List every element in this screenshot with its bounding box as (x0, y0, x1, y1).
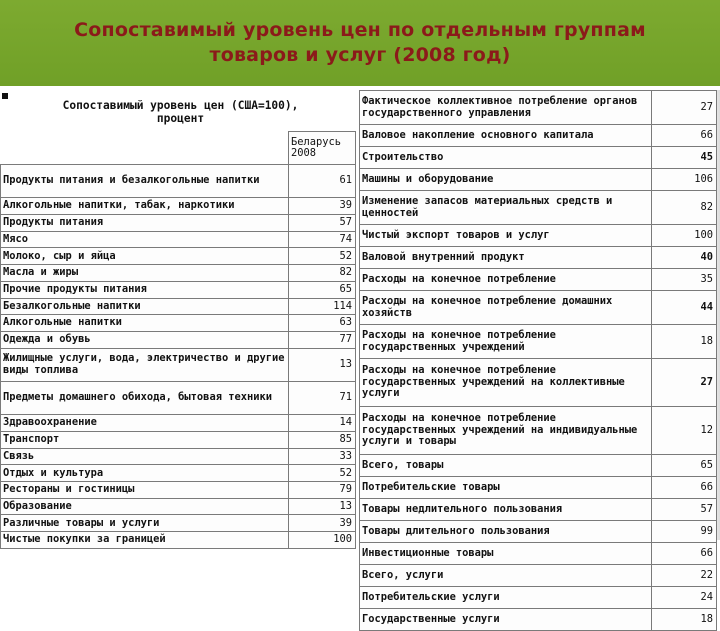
row-value: 66 (652, 543, 717, 565)
row-label: Транспорт (1, 432, 289, 449)
table-row (1, 448, 356, 465)
row-value: 100 (289, 532, 356, 549)
row-value: 57 (289, 215, 356, 232)
row-value: 65 (289, 281, 356, 298)
column-header-country: Беларусь (291, 135, 342, 148)
row-label: Одежда и обувь (1, 331, 289, 348)
row-label: Масла и жиры (1, 265, 289, 282)
table-row (1, 298, 356, 315)
row-value: 114 (289, 298, 356, 315)
table-row (1, 165, 356, 198)
table-row (1, 498, 356, 515)
table-row (360, 407, 717, 455)
table-row (1, 215, 356, 232)
row-value: 100 (652, 225, 717, 247)
table-row (1, 465, 356, 482)
row-label: Потребительские услуги (360, 587, 652, 609)
table-row (1, 315, 356, 332)
row-label: Фактическое коллективное потребление органов государственного управления (360, 91, 652, 125)
row-label: Алкогольные напитки, табак, наркотики (1, 198, 289, 215)
table-row (1, 331, 356, 348)
table-row (1, 415, 356, 432)
table-row (1, 381, 356, 414)
row-label: Продукты питания (1, 215, 289, 232)
row-label: Образование (1, 498, 289, 515)
row-label: Молоко, сыр и яйца (1, 248, 289, 265)
row-value: 45 (652, 147, 717, 169)
row-value: 66 (652, 125, 717, 147)
row-value: 18 (652, 609, 717, 631)
row-label: Машины и оборудование (360, 169, 652, 191)
row-value: 18 (652, 325, 717, 359)
row-label: Различные товары и услуги (1, 515, 289, 532)
row-value: 63 (289, 315, 356, 332)
table-row (1, 532, 356, 549)
row-value: 27 (652, 91, 717, 125)
row-label: Товары недлительного пользования (360, 499, 652, 521)
column-header-year: 2008 (291, 147, 317, 159)
row-label: Всего, услуги (360, 565, 652, 587)
row-value: 13 (289, 348, 356, 381)
row-label: Безалкогольные напитки (1, 298, 289, 315)
row-label: Потребительские товары (360, 477, 652, 499)
row-value: 57 (652, 499, 717, 521)
row-label: Расходы на конечное потребление государственных учреждений на индивидуальные услуги и товары (360, 407, 652, 455)
row-value: 44 (652, 291, 717, 325)
row-label: Мясо (1, 231, 289, 248)
slide-title-bar (0, 0, 720, 86)
row-value: 22 (652, 565, 717, 587)
row-value: 65 (652, 455, 717, 477)
row-value: 79 (289, 482, 356, 499)
row-label: Изменение запасов материальных средств и ценностей (360, 191, 652, 225)
row-label: Инвестиционные товары (360, 543, 652, 565)
left-table-caption-line-1: Сопоставимый уровень цен (США=100), (62, 99, 299, 112)
left-table-caption-line-2: процент (156, 112, 205, 125)
row-label: Рестораны и гостиницы (1, 482, 289, 499)
left-table-header-empty (1, 132, 289, 165)
row-value: 27 (652, 359, 717, 407)
row-value: 33 (289, 448, 356, 465)
table-row (1, 248, 356, 265)
table-row (360, 247, 717, 269)
row-value: 82 (289, 265, 356, 282)
row-label: Предметы домашнего обихода, бытовая техники (1, 381, 289, 414)
table-row (360, 477, 717, 499)
table-row (1, 265, 356, 282)
row-label: Чистый экспорт товаров и услуг (360, 225, 652, 247)
row-value: 77 (289, 331, 356, 348)
row-value: 106 (652, 169, 717, 191)
row-value: 35 (652, 269, 717, 291)
table-row (1, 432, 356, 449)
table-row (1, 198, 356, 215)
table-row (360, 521, 717, 543)
slide-title-line-2: товаров и услуг (2008 год) (209, 44, 511, 66)
row-value: 39 (289, 198, 356, 215)
table-row (360, 455, 717, 477)
slide-title-line-1: Сопоставимый уровень цен по отдельным группам (74, 19, 646, 41)
row-value: 66 (652, 477, 717, 499)
row-label: Здравоохранение (1, 415, 289, 432)
table-row (360, 565, 717, 587)
row-label: Жилищные услуги, вода, электричество и другие виды топлива (1, 348, 289, 381)
row-value: 52 (289, 465, 356, 482)
row-label: Связь (1, 448, 289, 465)
row-value: 12 (652, 407, 717, 455)
table-row (1, 231, 356, 248)
table-row (360, 91, 717, 125)
left-table-caption (8, 99, 353, 125)
row-label: Государственные услуги (360, 609, 652, 631)
table-row (360, 269, 717, 291)
table-row (360, 587, 717, 609)
left-table-column-header (289, 132, 356, 165)
table-row (360, 147, 717, 169)
table-row (360, 359, 717, 407)
table-row (360, 609, 717, 631)
row-label: Прочие продукты питания (1, 281, 289, 298)
row-label: Алкогольные напитки (1, 315, 289, 332)
row-value: 24 (652, 587, 717, 609)
table-row (360, 499, 717, 521)
table-row (360, 169, 717, 191)
row-label: Расходы на конечное потребление (360, 269, 652, 291)
table-row (360, 225, 717, 247)
table-row (1, 348, 356, 381)
row-label: Товары длительного пользования (360, 521, 652, 543)
left-price-table (0, 131, 356, 549)
row-value: 13 (289, 498, 356, 515)
table-row (1, 515, 356, 532)
table-row (360, 191, 717, 225)
row-label: Всего, товары (360, 455, 652, 477)
row-value: 52 (289, 248, 356, 265)
row-value: 99 (652, 521, 717, 543)
table-row (1, 281, 356, 298)
row-label: Отдых и культура (1, 465, 289, 482)
table-row (360, 291, 717, 325)
table-row (360, 543, 717, 565)
row-value: 61 (289, 165, 356, 198)
row-value: 39 (289, 515, 356, 532)
row-value: 14 (289, 415, 356, 432)
row-label: Валовое накопление основного капитала (360, 125, 652, 147)
row-label: Расходы на конечное потребление домашних хозяйств (360, 291, 652, 325)
row-label: Чистые покупки за границей (1, 532, 289, 549)
row-label: Расходы на конечное потребление государственных учреждений (360, 325, 652, 359)
table-row (360, 125, 717, 147)
row-value: 74 (289, 231, 356, 248)
row-value: 71 (289, 381, 356, 414)
row-value: 82 (652, 191, 717, 225)
row-label: Расходы на конечное потребление государственных учреждений на коллективные услуги (360, 359, 652, 407)
left-table-header-row (1, 132, 356, 165)
row-label: Валовой внутренний продукт (360, 247, 652, 269)
row-label: Продукты питания и безалкогольные напитки (1, 165, 289, 198)
table-row (360, 325, 717, 359)
row-value: 40 (652, 247, 717, 269)
right-price-table (359, 90, 717, 631)
table-row (1, 482, 356, 499)
row-label: Строительство (360, 147, 652, 169)
row-value: 85 (289, 432, 356, 449)
